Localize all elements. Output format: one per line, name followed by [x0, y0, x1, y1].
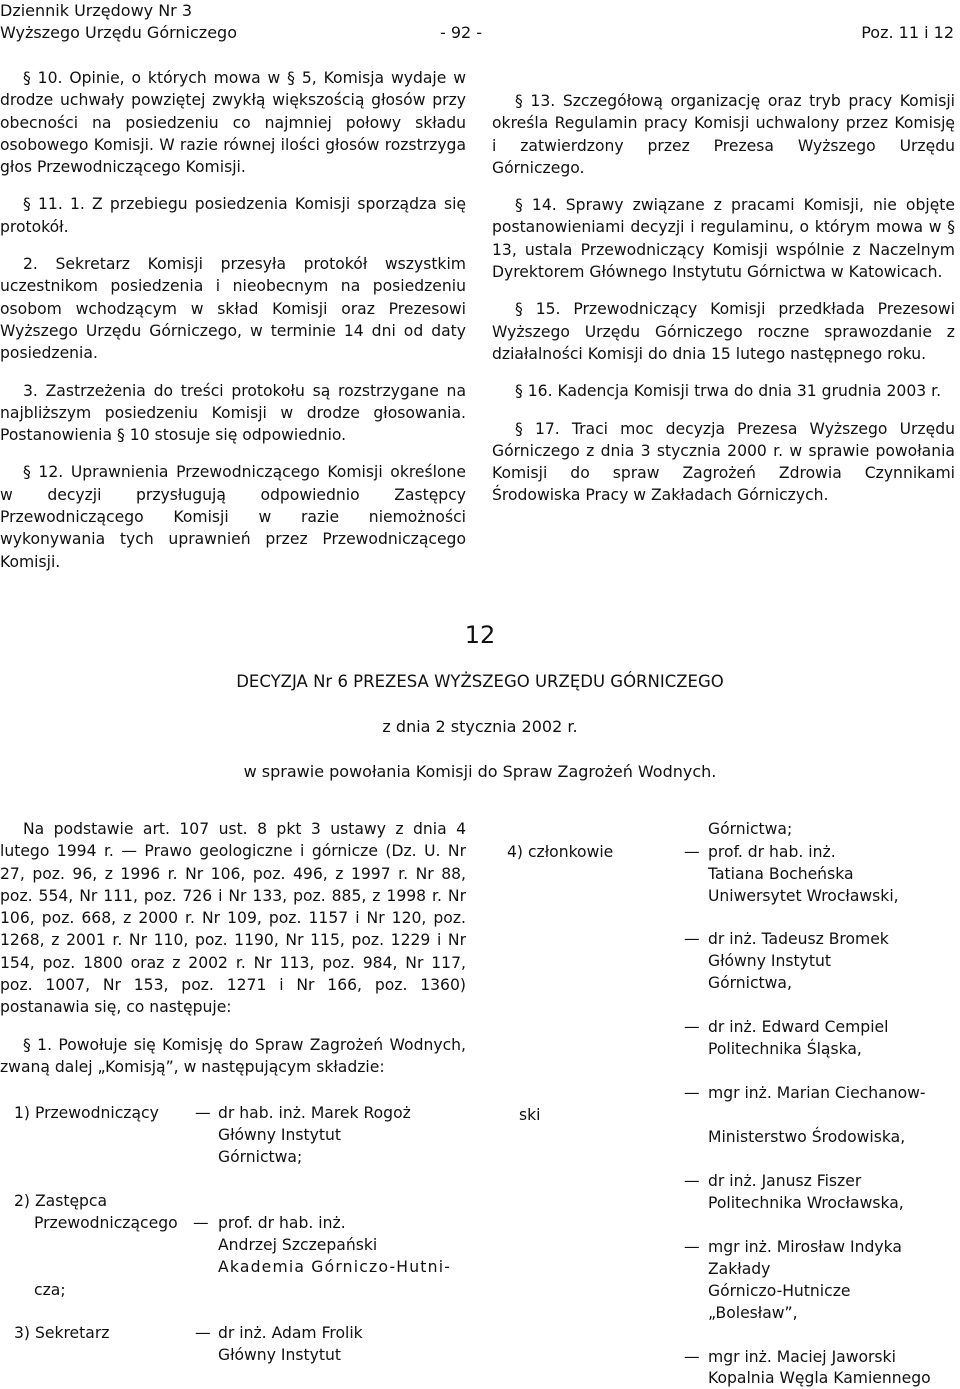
- deputy-institution: Akademia Górniczo-Hutni-: [218, 1258, 452, 1276]
- deputy-name: Andrzej Szczepański: [218, 1236, 378, 1254]
- secretary-name: dr inż. Adam Frolik: [218, 1324, 363, 1342]
- member-6-institution: Zakłady: [708, 1260, 771, 1278]
- chair-dash: —: [195, 1104, 211, 1122]
- member-4-name-cont: ski: [519, 1106, 541, 1124]
- paragraph-17: § 17. Traci moc decyzja Prezesa Wyższego Urzędu Górniczego z dnia 3 stycznia 2000 r. w sprawie powołania Komisji do spraw Zagrożeń Zdrowia Czynnikami Środowiska Pracy w Zakładach Górniczych.: [492, 419, 955, 505]
- member-4-institution: Ministerstwo Środowiska,: [708, 1128, 906, 1146]
- members-role: 4) członkowie: [507, 843, 614, 861]
- chair-institution-cont: Górnictwa;: [218, 1148, 303, 1166]
- member-1-dash: —: [684, 843, 700, 861]
- chair-name: dr hab. inż. Marek Rogoż: [218, 1104, 411, 1122]
- member-4-name: mgr inż. Marian Ciechanow-: [708, 1084, 926, 1102]
- decision-date: z dnia 2 stycznia 2002 r.: [382, 717, 578, 736]
- paragraph-11-3: 3. Zastrzeżenia do treści protokołu są rozstrzygane na najbliższym posiedzeniu Komisji w drodze głosowania. Postanowienia § 10 stosuje się odpowiednio.: [0, 381, 466, 445]
- paragraph-1: § 1. Powołuje się Komisję do Spraw Zagrożeń Wodnych, zwaną dalej „Komisją”, w następującym składzie:: [0, 1035, 466, 1076]
- paragraph-14: § 14. Sprawy związane z pracami Komisji, nie objęte postanowieniami decyzji i regulaminu, o którym mowa w § 13, ustala Przewodniczący Komisji wspólnie z Naczelnym Dyrektorem Głównego Instytutu Górnictwa w Katowicach.: [492, 196, 955, 282]
- secretary-dash: —: [195, 1324, 211, 1342]
- member-2-institution: Główny Instytut: [708, 952, 831, 970]
- paragraph-11-1: § 11. 1. Z przebiegu posiedzenia Komisji sporządza się protokół.: [0, 195, 466, 236]
- member-6-dash: —: [684, 1238, 700, 1256]
- member-1-title: prof. dr hab. inż.: [708, 843, 836, 861]
- member-5-dash: —: [684, 1172, 700, 1190]
- chair-role: 1) Przewodniczący: [14, 1104, 159, 1122]
- paragraph-16: § 16. Kadencja Komisji trwa do dnia 31 grudnia 2003 r.: [515, 382, 942, 401]
- paragraph-13: § 13. Szczegółową organizację oraz tryb pracy Komisji określa Regulamin pracy Komisji uchwalony przez Komisję i zatwierdzony przez Prezesa Wyższego Urzędu Górniczego.: [492, 92, 955, 177]
- member-6-institution-name: „Bolesław”,: [708, 1304, 798, 1322]
- deputy-dash: —: [193, 1214, 209, 1232]
- member-1-institution: Uniwersytet Wrocławski,: [708, 887, 899, 905]
- member-2-dash: —: [684, 930, 700, 948]
- deputy-title: prof. dr hab. inż.: [218, 1214, 346, 1232]
- member-4-dash: —: [684, 1084, 700, 1102]
- left-column: [0, 67, 466, 588]
- secretary-role: 3) Sekretarz: [14, 1324, 110, 1342]
- journal-title: Dziennik Urzędowy Nr 3: [0, 1, 193, 20]
- paragraph-15: § 15. Przewodniczący Komisji przedkłada Prezesowi Wyższego Urzędu Górniczego roczne sprawozdanie z działalności Komisji do dnia 15 lutego następnego roku.: [492, 300, 955, 363]
- member-6-institution-cont: Górniczo-Hutnicze: [708, 1282, 851, 1300]
- member-2-institution-cont: Górnictwa,: [708, 974, 792, 992]
- paragraph-10: § 10. Opinie, o których mowa w § 5, Komisja wydaje w drodze uchwały powziętej zwykłą większością głosów przy obecności na posiedzeniu co najmniej połowy składu osobowego Komisji. W razie równej ilości głosów rozstrzyga głos Przewodniczącego Komisji.: [0, 69, 466, 177]
- member-3-dash: —: [684, 1018, 700, 1036]
- member-7-name: mgr inż. Maciej Jaworski: [708, 1348, 896, 1366]
- member-6-name: mgr inż. Mirosław Indyka: [708, 1238, 902, 1256]
- right-column: [492, 90, 955, 522]
- legal-basis-text: Na podstawie art. 107 ust. 8 pkt 3 ustawy z dnia 4 lutego 1994 r. — Prawo geologiczne i górnicze (Dz. U. Nr 27, poz. 96, z 1996 r. Nr 106, poz. 496, z 1997 r. Nr 88, poz. 554, Nr 111, poz. 726 i Nr 133, poz. 885, z 1998 r. Nr 106, poz. 668, z 2000 r. Nr 109, poz. 1157 i Nr 120, poz. 1268, z 2001 r. Nr 110, poz. 1190, Nr 115, poz. 1229 i Nr 154, poz. 1800 oraz z 2002 r. Nr 113, poz. 984, Nr 117, poz. 1007, Nr 153, poz. 1271 i Nr 166, poz. 1360) postanawia się, co następuje:: [0, 820, 466, 1017]
- member-3-institution: Politechnika Śląska,: [708, 1040, 862, 1058]
- member-7-institution: Kopalnia Węgla Kamiennego: [708, 1369, 931, 1387]
- legal-basis: [0, 818, 466, 1093]
- paragraph-11-2: 2. Sekretarz Komisji przesyła protokół wszystkim uczestnikom posiedzenia i nieobecnym na posiedzeniu osobom wchodzącym w skład Komisji oraz Prezesowi Wyższego Urzędu Górniczego, w terminie 14 dni od daty posiedzenia.: [0, 255, 466, 363]
- member-5-name: dr inż. Janusz Fiszer: [708, 1172, 862, 1190]
- decision-number: 12: [464, 621, 496, 649]
- deputy-role-cont: Przewodniczącego: [34, 1214, 178, 1232]
- deputy-institution-cont: cza;: [34, 1281, 66, 1299]
- chair-institution: Główny Instytut: [218, 1126, 341, 1144]
- position-number: Poz. 11 i 12: [861, 23, 954, 42]
- member-3-name: dr inż. Edward Cempiel: [708, 1018, 889, 1036]
- member-7-dash: —: [684, 1348, 700, 1366]
- member-5-institution: Politechnika Wrocławska,: [708, 1194, 904, 1212]
- journal-issuer: Wyższego Urzędu Górniczego: [0, 23, 237, 42]
- member-1-name: Tatiana Bocheńska: [708, 865, 854, 883]
- members-carryover: Górnictwa;: [708, 820, 793, 838]
- paragraph-12: § 12. Uprawnienia Przewodniczącego Komisji określone w decyzji przysługują odpowiednio Zastępcy Przewodniczącego Komisji w razie niemożności wykonywania tych uprawnień przez Przewodniczącego Komisji.: [0, 463, 466, 571]
- decision-title: DECYZJA Nr 6 PREZESA WYŻSZEGO URZĘDU GÓRNICZEGO: [236, 672, 724, 691]
- secretary-institution: Główny Instytut: [218, 1346, 341, 1364]
- member-2-name: dr inż. Tadeusz Bromek: [708, 930, 889, 948]
- page-number: - 92 -: [440, 23, 483, 42]
- deputy-role: 2) Zastępca: [14, 1192, 108, 1210]
- decision-subject: w sprawie powołania Komisji do Spraw Zagrożeń Wodnych.: [243, 762, 717, 781]
